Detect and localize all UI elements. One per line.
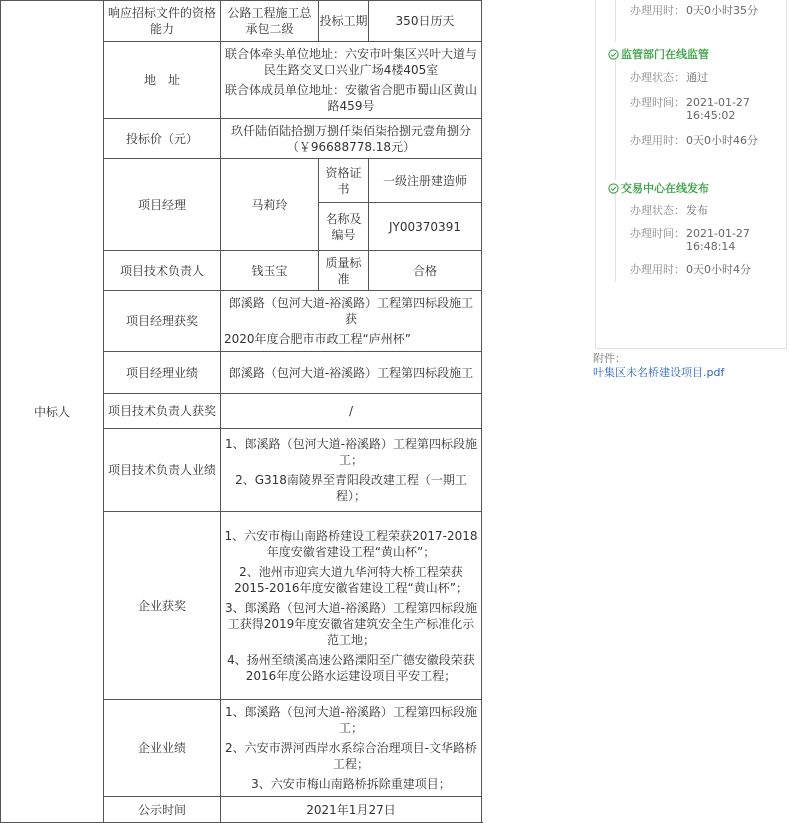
quality-value: 合格 — [369, 251, 482, 291]
attachment-file-link[interactable]: 叶集区未名桥建设项目.pdf — [593, 366, 725, 379]
step-publish-time: 办理时间：2021-01-27 16:48:14 — [630, 227, 750, 253]
corp-award-label: 企业获奖 — [104, 512, 221, 700]
tech-perf-list — [221, 429, 482, 512]
process-timeline-panel — [595, 0, 787, 349]
timeline-line — [615, 0, 616, 42]
price-label: 投标价（元） — [104, 119, 221, 159]
list-item: 1、郎溪路（包河大道-裕溪路）工程第四标段施工； — [225, 705, 477, 735]
tech-lead-name: 钱玉宝 — [221, 251, 319, 291]
address-lead: 联合体牵头单位地址：六安市叶集区兴叶大道与民生路交叉口兴业广场4楼405室 — [224, 47, 477, 77]
tech-perf-label: 项目技术负责人业绩 — [104, 429, 221, 512]
timeline-line — [615, 58, 616, 180]
address-member: 联合体成员单位地址：安徽省合肥市蜀山区黄山路459号 — [224, 83, 477, 113]
check-circle-icon — [608, 183, 619, 194]
check-circle-icon — [608, 49, 619, 60]
corp-perf-list — [221, 700, 482, 797]
winner-label: 中标人 — [1, 1, 104, 823]
list-item: 1、六安市梅山南路桥建设工程荣获2017-2018年度安徽省建设工程“黄山杯”； — [224, 528, 478, 559]
list-item: 3、六安市梅山南路桥拆除重建项目； — [251, 777, 451, 791]
cert-value: 一级注册建造师 — [369, 159, 482, 203]
list-item: 4、扬州至绩溪高速公路溧阳至广德安徽段荣获2016年度公路水运建设项目平安工程； — [227, 652, 475, 683]
step-supervision-time: 办理时间：2021-01-27 16:45:02 — [630, 96, 750, 122]
tech-award-value: / — [221, 394, 482, 429]
step-supervision-title: 监管部门在线监管 — [608, 46, 709, 62]
address-label: 地 址 — [104, 42, 221, 119]
qualification-value: 公路工程施工总承包二级 — [221, 1, 319, 42]
list-item: 2、池州市迎宾大道九华河特大桥工程荣获2015-2016年度安徽省建设工程“黄山杯”； — [234, 564, 468, 595]
list-item: 3、郎溪路（包河大道-裕溪路）工程第四标段施工获得2019年度安徽省建筑安全生产标准化示范工地； — [225, 600, 477, 647]
list-item: 2、六安市淠河西岸水系综合治理项目-文华路桥工程； — [225, 741, 477, 771]
cert-label: 资格证书 — [319, 159, 369, 203]
manager-award-line1: 郎溪路（包河大道-裕溪路）工程第四标段施工获 — [228, 296, 474, 326]
manager-award-line2: 2020年度合肥市市政工程“庐州杯” — [224, 332, 411, 346]
cert-no-label: 名称及编号 — [319, 203, 369, 251]
list-item: 2、G318南陵界至青阳段改建工程（一期工程）； — [235, 473, 467, 503]
manager-perf-label: 项目经理业绩 — [104, 352, 221, 394]
list-item: 1、郎溪路（包河大道-裕溪路）工程第四标段施工； — [225, 437, 477, 467]
manager-award-label: 项目经理获奖 — [104, 291, 221, 352]
step-publish-duration: 办理用时：0天0小时4分 — [630, 263, 751, 276]
tech-lead-label: 项目技术负责人 — [104, 251, 221, 291]
notice-time-value: 2021年1月27日 — [221, 797, 482, 823]
cert-no-value: JY00370391 — [369, 203, 482, 251]
qualification-label: 响应招标文件的资格能力 — [104, 1, 221, 42]
corp-perf-label: 企业业绩 — [104, 700, 221, 797]
corp-award-list — [221, 512, 482, 700]
attachment-label: 附件： — [593, 352, 626, 365]
timeline-line — [615, 192, 616, 282]
step-supervision-duration: 办理用时：0天0小时46分 — [630, 134, 758, 147]
quality-label: 质量标准 — [319, 251, 369, 291]
step-publish-title: 交易中心在线发布 — [608, 180, 709, 196]
attachment-section — [593, 352, 724, 380]
notice-time-label: 公示时间 — [104, 797, 221, 823]
period-value: 350日历天 — [369, 1, 482, 42]
manager-label: 项目经理 — [104, 159, 221, 251]
price-value: 玖仟陆佰陆拾捌万捌仟柒佰柒拾捌元壹角捌分（￥96688778.18元） — [221, 119, 482, 159]
manager-name: 马莉玲 — [221, 159, 319, 251]
step-publish-status: 办理状态：发布 — [630, 204, 708, 217]
prev-step-duration: 办理用时：0天0小时35分 — [630, 4, 758, 17]
manager-perf-value: 郎溪路（包河大道-裕溪路）工程第四标段施工 — [221, 352, 482, 394]
tech-award-label: 项目技术负责人获奖 — [104, 394, 221, 429]
step-supervision-status: 办理状态：通过 — [630, 71, 708, 84]
period-label: 投标工期 — [319, 1, 369, 42]
